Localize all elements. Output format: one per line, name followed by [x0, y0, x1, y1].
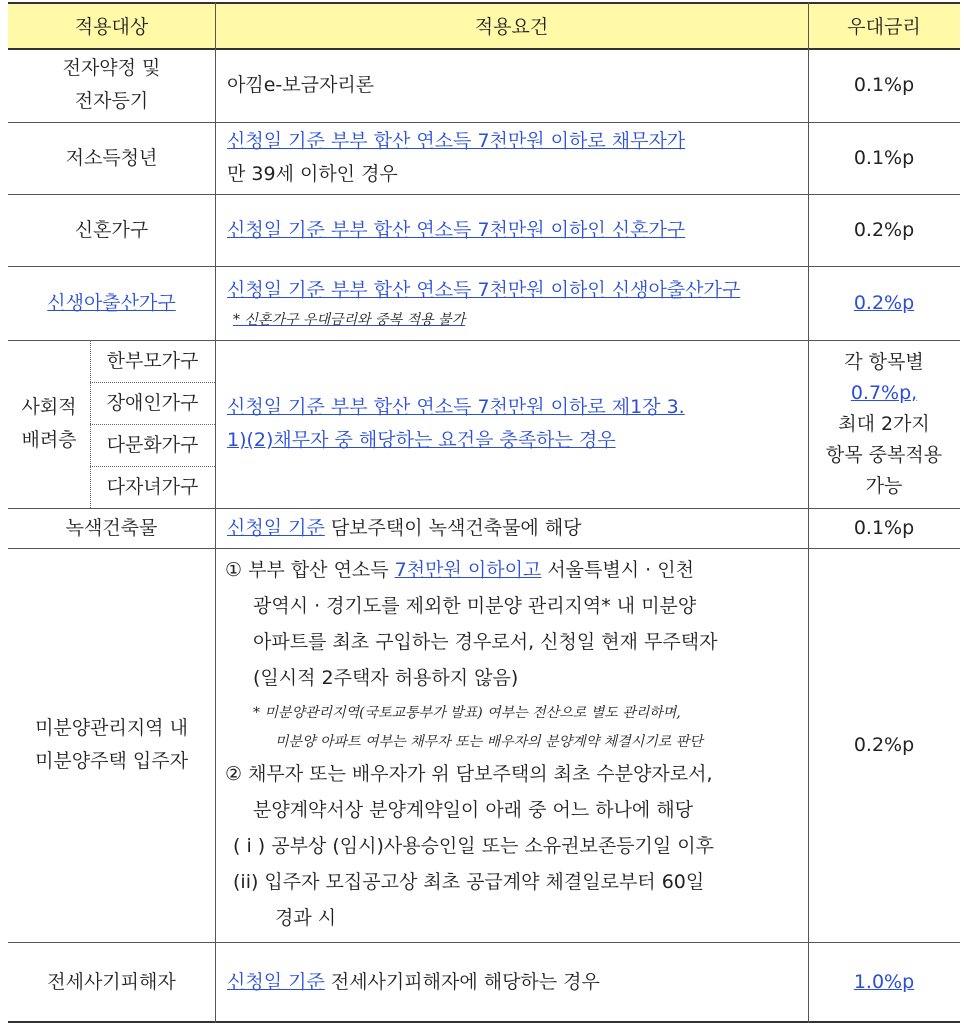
- row-e-contract-rate: [808, 48, 960, 122]
- social-sub-multichild: [90, 466, 215, 508]
- rate-line: 가능: [865, 474, 903, 497]
- handwritten-note-2: 미분양 아파트 여부는 채무자 또는 배우자의 분양계약 체결시기로 판단: [275, 734, 703, 750]
- row-green-target: [8, 508, 215, 548]
- row-youth-rate: [808, 122, 960, 194]
- rate-line: 항목 중복적용: [825, 443, 943, 466]
- row-newborn-requirement: [215, 266, 808, 340]
- social-sub-single-parent: [90, 340, 215, 382]
- condition-1-line-2: 광역시 · 경기도를 제외한 미분양 관리지역* 내 미분양: [253, 595, 697, 617]
- row-unsold-requirement: [215, 548, 808, 942]
- condition-1-line-3: 아파트를 최초 구입하는 경우로서, 신청일 현재 무주택자: [253, 631, 718, 653]
- row-fraud-target: [8, 942, 215, 1022]
- header-rate-text: 우대금리: [847, 15, 921, 38]
- rate-link[interactable]: 1.0%p: [853, 970, 915, 993]
- condition-2-line-2: 분양계약서상 분양계약일이 아래 중 어느 하나에 해당: [253, 799, 694, 821]
- group-line: 사회적: [21, 396, 77, 418]
- row-divider: [8, 340, 960, 341]
- row-newlywed-target: [8, 194, 215, 266]
- row-fraud-rate: [808, 942, 960, 1022]
- row-newlywed-rate: [808, 194, 960, 266]
- target-text: 녹색건축물: [65, 516, 158, 539]
- target-link[interactable]: 신생아출산가구: [47, 291, 176, 314]
- column-divider: [215, 2, 216, 1023]
- group-line: 배려층: [21, 429, 77, 451]
- requirement-link[interactable]: 신청일 기준 부부 합산 연소득 7천만원 이하인 신생아출산가구: [227, 278, 741, 301]
- row-social-requirement: [215, 340, 808, 508]
- row-divider: [8, 942, 960, 943]
- requirement-link[interactable]: 신청일 기준: [227, 516, 325, 539]
- row-youth-requirement: [215, 122, 808, 194]
- header-divider: [8, 48, 960, 50]
- social-sub-row-divider: [90, 424, 215, 425]
- social-sub-multicultural: [90, 424, 215, 466]
- rate-link[interactable]: 0.2%p: [853, 291, 915, 314]
- table-bottom-border: [8, 1021, 960, 1023]
- sub-label: 다자녀가구: [106, 475, 199, 498]
- target-text: 저소득청년: [65, 146, 158, 169]
- condition-1-line-4: (일시적 2주택자 허용하지 않음): [253, 667, 519, 689]
- requirement-link[interactable]: 신청일 기준: [227, 970, 325, 993]
- table-top-border: [8, 2, 960, 4]
- target-text: 전세사기피해자: [47, 970, 176, 993]
- requirement-link[interactable]: 신청일 기준 부부 합산 연소득 7천만원 이하인 신혼가구: [227, 218, 686, 241]
- target-text: 신혼가구: [74, 218, 149, 241]
- social-sub-row-divider: [90, 382, 215, 383]
- row-fraud-requirement: [215, 942, 808, 1022]
- row-youth-target: [8, 122, 215, 194]
- sub-label: 다문화가구: [106, 433, 199, 456]
- row-green-requirement: [215, 508, 808, 548]
- rate-line: 최대 2가지: [838, 412, 930, 435]
- rate-value: 0.2%p: [853, 733, 915, 756]
- social-group-label: [8, 340, 90, 508]
- row-divider: [8, 122, 960, 123]
- condition-2-item-i: ( i ) 공부상 (임시)사용승인일 또는 소유권보존등기일 이후: [233, 835, 714, 857]
- target-line: 전자등기: [74, 90, 149, 112]
- condition-text: ① 부부 합산 연소득: [225, 559, 395, 581]
- header-requirement-text: 적용요건: [474, 15, 549, 38]
- row-divider: [8, 548, 960, 549]
- condition-link[interactable]: 7천만원 이하이고: [394, 559, 542, 581]
- row-divider: [8, 194, 960, 195]
- target-line: 미분양주택 입주자: [35, 750, 188, 772]
- condition-1-line-1: [215, 552, 808, 588]
- rate-value: 0.1%p: [853, 73, 915, 96]
- target-line: 전자약정 및: [62, 57, 161, 79]
- requirement-text: 전세사기피해자에 해당하는 경우: [324, 970, 600, 993]
- requirement-link[interactable]: 신청일 기준 부부 합산 연소득 7천만원 이하로 제1장 3.: [227, 396, 685, 418]
- column-divider: [808, 2, 809, 1023]
- target-line: 미분양관리지역 내: [35, 717, 188, 739]
- row-newborn-target: [8, 266, 215, 340]
- requirement-text: 담보주택이 녹색건축물에 해당: [324, 516, 582, 539]
- condition-2-item-ii: (ii) 입주자 모집공고상 최초 공급계약 체결일로부터 60일: [233, 871, 705, 893]
- condition-text: 서울특별시 · 인천: [541, 559, 694, 581]
- header-rate: [808, 2, 960, 48]
- row-green-rate: [808, 508, 960, 548]
- row-e-contract-target: [8, 48, 215, 122]
- rate-value: 0.2%p: [853, 218, 915, 241]
- row-e-contract-requirement: [215, 48, 808, 122]
- row-divider: [8, 266, 960, 267]
- sub-label: 한부모가구: [106, 349, 199, 372]
- row-newlywed-requirement: [215, 194, 808, 266]
- requirement-link[interactable]: 신청일 기준 부부 합산 연소득 7천만원 이하로 채무자가: [227, 130, 686, 152]
- row-social-rate: [808, 340, 960, 508]
- rate-link[interactable]: 0.7%p,: [850, 381, 918, 404]
- header-target: [8, 2, 215, 48]
- social-sub-row-divider: [90, 466, 215, 467]
- requirement-text: 아낌e-보금자리론: [227, 73, 375, 96]
- row-unsold-target: [8, 548, 215, 942]
- row-newborn-rate: [808, 266, 960, 340]
- handwritten-note-1: * 미분양관리지역(국토교통부가 발표) 여부는 전산으로 별도 관리하며,: [253, 705, 681, 721]
- rate-value: 0.1%p: [853, 146, 915, 169]
- header-requirement: [215, 2, 808, 48]
- rate-value: 0.1%p: [853, 516, 915, 539]
- condition-2-line-1: ② 채무자 또는 배우자가 위 담보주택의 최초 수분양자로서,: [225, 763, 713, 785]
- condition-2-item-ii-cont: 경과 시: [275, 907, 337, 929]
- sub-label: 장애인가구: [106, 391, 199, 414]
- row-divider: [8, 508, 960, 509]
- handwritten-note: * 신혼가구 우대금리와 중복 적용 불가: [233, 311, 466, 328]
- header-target-text: 적용대상: [74, 15, 149, 38]
- row-unsold-rate: [808, 548, 960, 942]
- rate-line: 각 항목별: [844, 350, 924, 373]
- requirement-text: 만 39세 이하인 경우: [227, 163, 398, 185]
- requirement-link[interactable]: 1)(2)채무자 중 해당하는 요건을 충족하는 경우: [227, 429, 616, 451]
- social-sub-disabled: [90, 382, 215, 424]
